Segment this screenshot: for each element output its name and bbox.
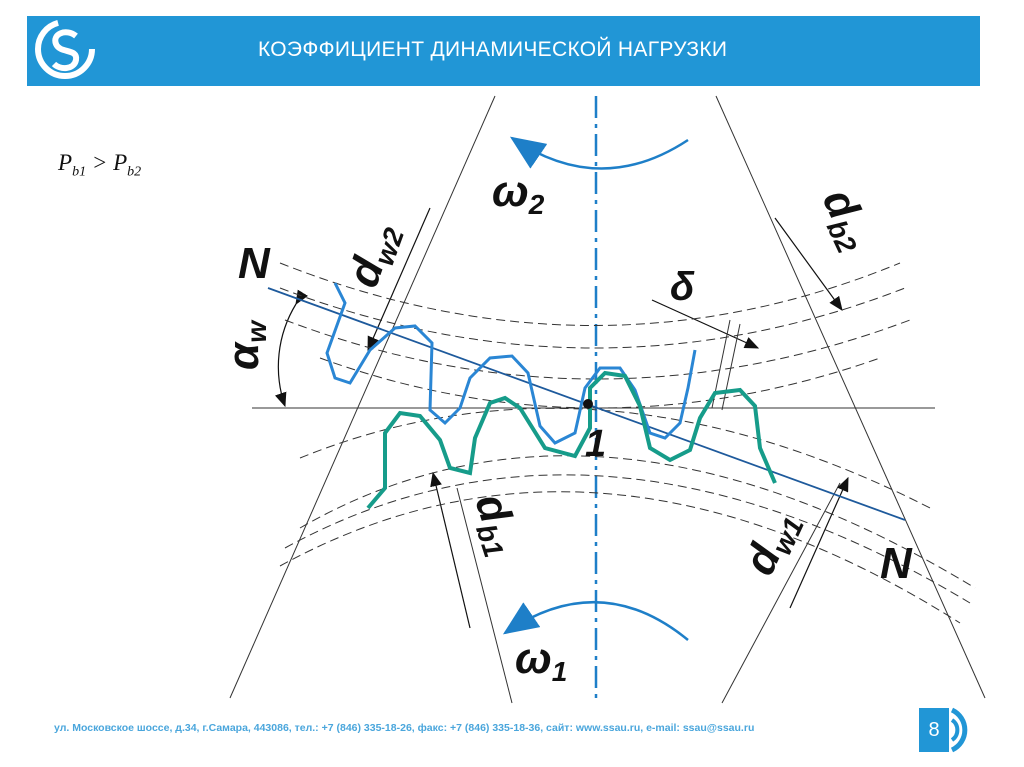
omega2-arrow <box>512 138 688 169</box>
svg-text:ω1: ω1 <box>515 634 568 687</box>
svg-text:db1: db1 <box>465 487 521 561</box>
page-title: КОЭФФИЦИЕНТ ДИНАМИЧЕСКОЙ НАГРУЗКИ <box>258 38 728 61</box>
db2-label: d <box>812 181 869 227</box>
pitch-point-label: 1 <box>585 423 607 465</box>
alpha-label: α <box>219 342 268 370</box>
db1-label: d <box>465 487 521 529</box>
dw2-label: d <box>338 251 394 294</box>
pitch-point <box>583 399 593 409</box>
svg-text:dw2: dw2 <box>338 223 411 294</box>
ssau-logo-icon <box>950 706 982 754</box>
gear-mesh-diagram <box>0 88 1024 708</box>
svg-text:db2: db2 <box>812 181 869 258</box>
page-number: 8 <box>919 708 949 752</box>
svg-text:dw1: dw1 <box>734 512 810 583</box>
n-right-label: N <box>880 539 912 588</box>
n-left-label: N <box>238 239 270 288</box>
delta-label: δ <box>670 265 695 309</box>
gear2-teeth <box>327 283 695 443</box>
svg-text:αw: αw <box>219 320 272 370</box>
svg-text:ω2: ω2 <box>492 167 545 220</box>
dw1-label: d <box>734 537 791 583</box>
formula: $P_{b1} > P_{b2}$ <box>58 150 142 180</box>
ssau-logo-icon <box>34 14 96 84</box>
omega1-label: ω <box>515 634 552 683</box>
omega2-label: ω <box>492 167 529 216</box>
footer-contacts: ул. Московское шоссе, д.34, г.Самара, 443086, тел.: +7 (846) 335-18-26, факс: +7 (846) 335-18-36, сайт: www.ssau.ru, e-mail: ssau@ssau.ru <box>54 722 755 734</box>
